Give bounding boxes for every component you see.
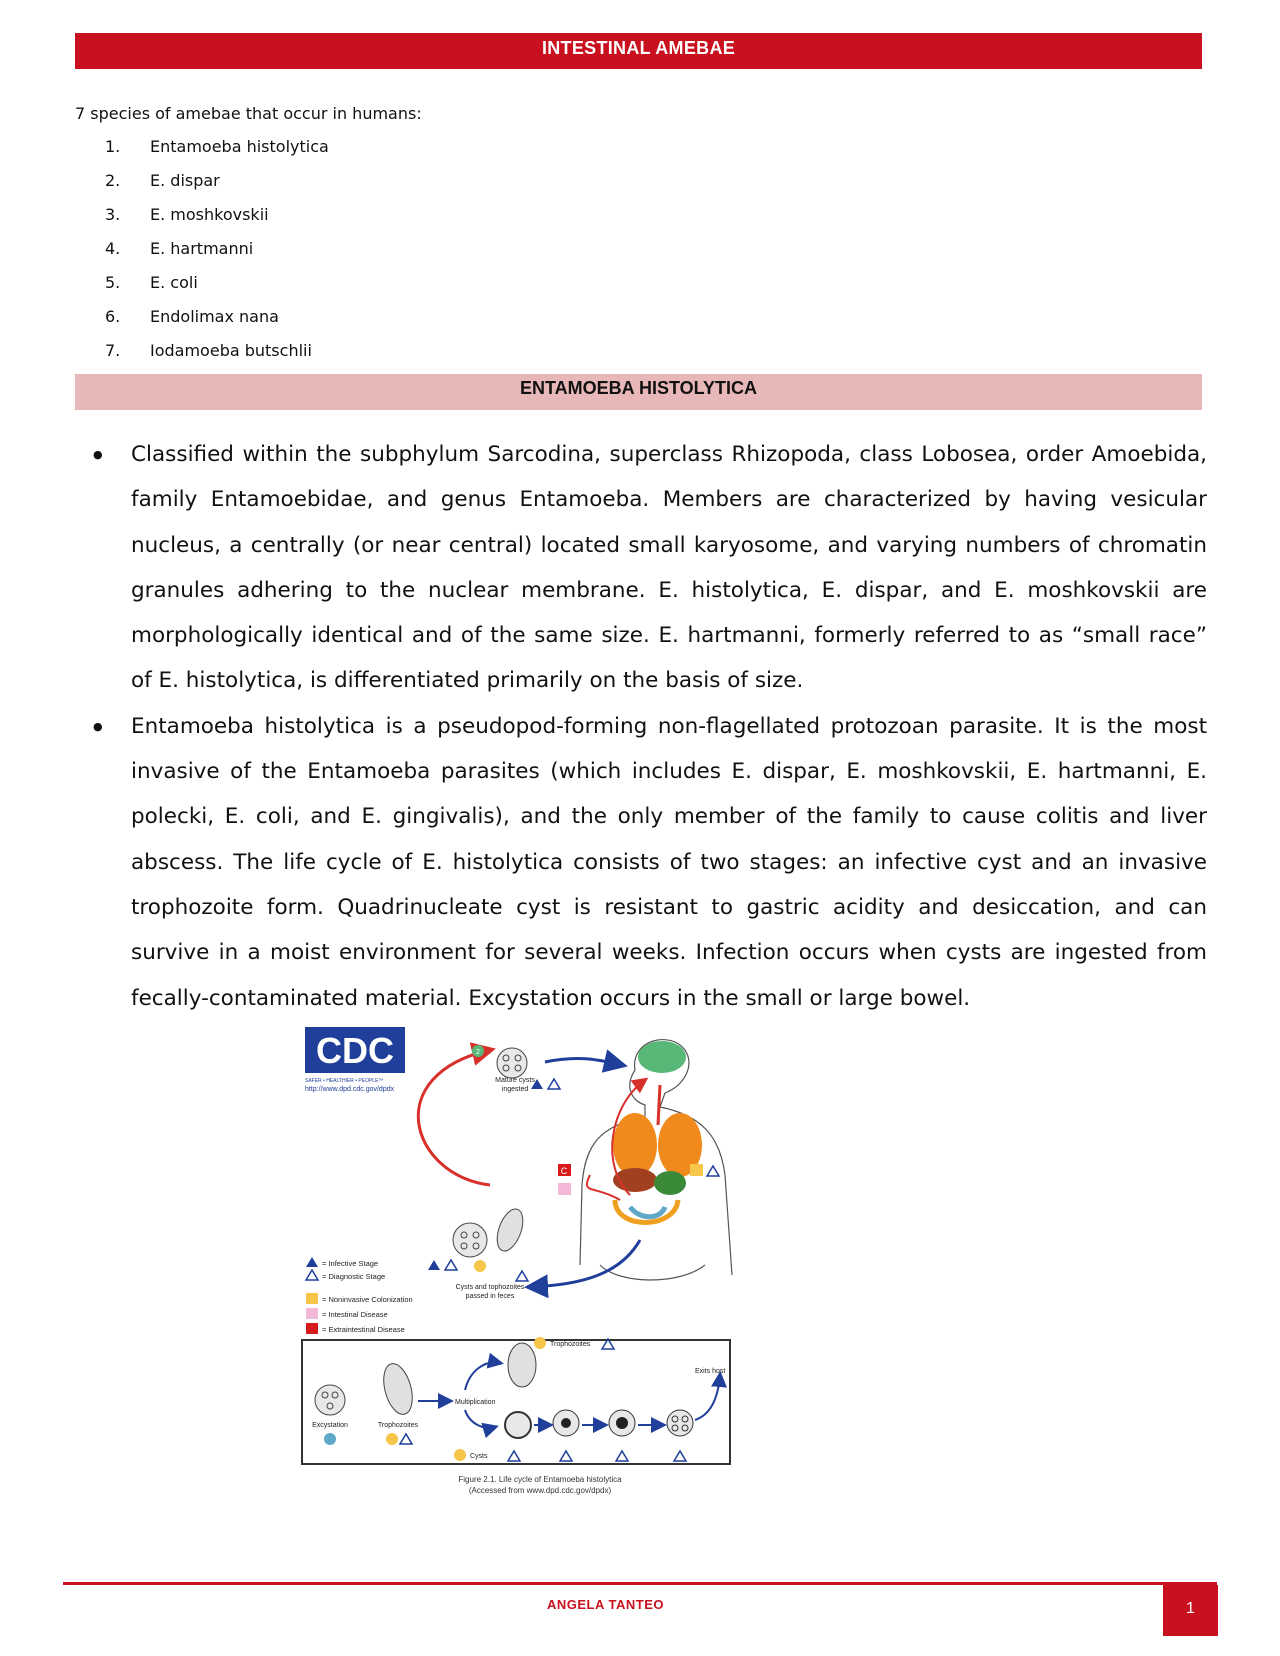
legend-text: = Diagnostic Stage xyxy=(322,1272,386,1281)
figure-legend xyxy=(306,1257,413,1334)
legend-marker-c xyxy=(306,1323,318,1334)
legend-infective-icon xyxy=(306,1257,318,1267)
list-number: 5. xyxy=(105,273,121,292)
figure-caption xyxy=(380,1474,700,1496)
legend-text: = Intestinal Disease xyxy=(322,1310,388,1319)
stage-3-marker xyxy=(324,1433,336,1445)
diagnostic-stage-icon xyxy=(445,1260,457,1270)
stage-4-marker xyxy=(386,1433,398,1445)
marker-b xyxy=(558,1183,571,1195)
species-name: Entamoeba histolytica xyxy=(150,137,329,156)
diagnostic-stage-icon xyxy=(548,1079,560,1089)
species-name: E. hartmanni xyxy=(150,239,254,258)
extraintestinal-arrows xyxy=(418,1050,645,1200)
bullet-list xyxy=(95,432,1207,1021)
cdc-logo xyxy=(305,1027,405,1093)
legend-diagnostic-icon xyxy=(306,1270,318,1280)
trophozoite-icon xyxy=(379,1361,418,1418)
stomach-icon xyxy=(654,1171,686,1195)
species-name: E. coli xyxy=(150,273,198,292)
trachea-icon xyxy=(658,1085,660,1125)
species-intro: 7 species of amebae that occur in humans: xyxy=(75,104,422,123)
life-cycle-figure xyxy=(300,1025,762,1473)
bullet-paragraph: ● Entamoeba histolytica is a pseudopod-forming non-flagellated protozoan parasite. It is the most invasive of the Entamoeba parasites (which includes E. dispar, E. moshkovskii, E. hartmanni, E. polecki, E. coli, and E. gingivalis), and the only member of the family to cause colitis and liver abscess. The life cycle of E. histolytica consists of two stages: an infective cyst and an invasive trophozoite form. Quadrinucleate cyst is resistant to gastric acidity and desiccation, and can survive in a moist environment for several weeks. Infection occurs when cysts are ingested from fecally-contaminated material. Excystation occurs in the small or large bowel. xyxy=(95,704,1207,1021)
label-mature-cysts: Mature cysts xyxy=(495,1077,535,1084)
list-item xyxy=(105,170,329,204)
cdc-url: http://www.dpd.cdc.gov/dpdx xyxy=(305,1086,395,1093)
label-ingested: ingested xyxy=(501,1086,529,1093)
cdc-tagline: SAFER • HEALTHIER • PEOPLE™ xyxy=(305,1078,384,1084)
label-trophozoites: Trophozoites xyxy=(377,1422,419,1429)
section-title: ENTAMOEBA HISTOLYTICA xyxy=(75,374,1202,410)
diagnostic-stage-icon xyxy=(516,1271,528,1281)
bullet-paragraph: ● Classified within the subphylum Sarcodina, superclass Rhizopoda, class Lobosea, order Amoebida, family Entamoebidae, and genus Entamoeba. Members are characterized by having vesicular nucleus, a centrally (or near central) located small karyosome, and varying numbers of chromatin granules adhering to the nuclear membrane. E. histolytica, E. dispar, and E. moshkovskii are morphologically identical and of the same size. E. hartmanni, formerly referred to as “small race” of E. histolytica, is differentiated primarily on the basis of size. xyxy=(95,432,1207,704)
diagnostic-stage-icon xyxy=(508,1451,520,1461)
brain-icon xyxy=(638,1041,686,1073)
species-name: Iodamoeba butschlii xyxy=(150,341,312,360)
marker-a xyxy=(690,1164,703,1176)
list-item xyxy=(105,306,329,340)
exit-arrow xyxy=(695,1375,720,1420)
footer-author: ANGELA TANTEO xyxy=(547,1597,664,1612)
footer-divider xyxy=(63,1582,1217,1585)
label-cysts: Cysts xyxy=(470,1453,488,1460)
stage-marker xyxy=(534,1337,546,1349)
label-trophozoites-top: Trophozoites xyxy=(550,1341,591,1348)
label-excystation: Excystation xyxy=(312,1422,348,1429)
legend-text: = Noninvasive Colonization xyxy=(322,1295,413,1304)
legend-marker-a xyxy=(306,1293,318,1304)
list-item xyxy=(105,238,329,272)
list-item xyxy=(105,136,329,170)
caption-line: Figure 2.1. Life cycle of Entamoeba histolytica xyxy=(458,1475,622,1484)
page-number: 1 xyxy=(1163,1585,1218,1636)
stage-1-marker xyxy=(474,1260,486,1272)
flow-arrow xyxy=(465,1410,495,1428)
species-name: Endolimax nana xyxy=(150,307,279,326)
list-number: 4. xyxy=(105,239,121,258)
flow-arrow xyxy=(465,1362,500,1390)
list-number: 7. xyxy=(105,341,121,360)
legend-text: = Infective Stage xyxy=(322,1259,379,1268)
svg-text:C: C xyxy=(560,1166,568,1176)
mature-cyst-icon xyxy=(497,1048,527,1078)
list-number: 1. xyxy=(105,137,121,156)
page-header-title: INTESTINAL AMEBAE xyxy=(75,33,1202,69)
diagnostic-stage-icon xyxy=(707,1166,719,1176)
species-list xyxy=(105,136,329,374)
legend-marker-b xyxy=(306,1308,318,1319)
diagnostic-stage-icon xyxy=(674,1451,686,1461)
list-item xyxy=(105,272,329,306)
excystation-cyst-icon xyxy=(315,1385,345,1415)
caption-source: (Accessed from www.dpd.cdc.gov/dpdx) xyxy=(468,1486,612,1495)
diagnostic-stage-icon xyxy=(616,1451,628,1461)
species-name: E. moshkovskii xyxy=(150,205,269,224)
ingestion-arrow xyxy=(545,1059,622,1065)
label-passed: passed in feces xyxy=(465,1293,515,1300)
legend-text: = Extraintestinal Disease xyxy=(322,1325,405,1334)
passed-cyst-icon xyxy=(453,1223,487,1257)
label-multiplication: Multiplication xyxy=(455,1399,496,1406)
passed-trophozoite-icon xyxy=(492,1206,528,1255)
excretion-arrow xyxy=(530,1240,640,1287)
intestines-icon xyxy=(615,1200,678,1223)
diagnostic-stage-icon xyxy=(560,1451,572,1461)
list-number: 3. xyxy=(105,205,121,224)
diagnostic-stage-icon xyxy=(400,1434,412,1444)
species-name: E. dispar xyxy=(150,171,220,190)
human-body-outline xyxy=(580,1040,732,1280)
label-exits-host: Exits host xyxy=(695,1368,726,1375)
stage-5-marker xyxy=(454,1449,466,1461)
cdc-logo-text: CDC xyxy=(316,1030,394,1071)
trophozoite-icon xyxy=(508,1343,536,1387)
infective-stage-icon xyxy=(428,1260,440,1270)
list-number: 2. xyxy=(105,171,121,190)
svg-text:2: 2 xyxy=(476,1049,480,1056)
list-item xyxy=(105,204,329,238)
label-cysts-troph: Cysts and tophozoites xyxy=(455,1284,525,1291)
list-item xyxy=(105,340,329,374)
list-number: 6. xyxy=(105,307,121,326)
